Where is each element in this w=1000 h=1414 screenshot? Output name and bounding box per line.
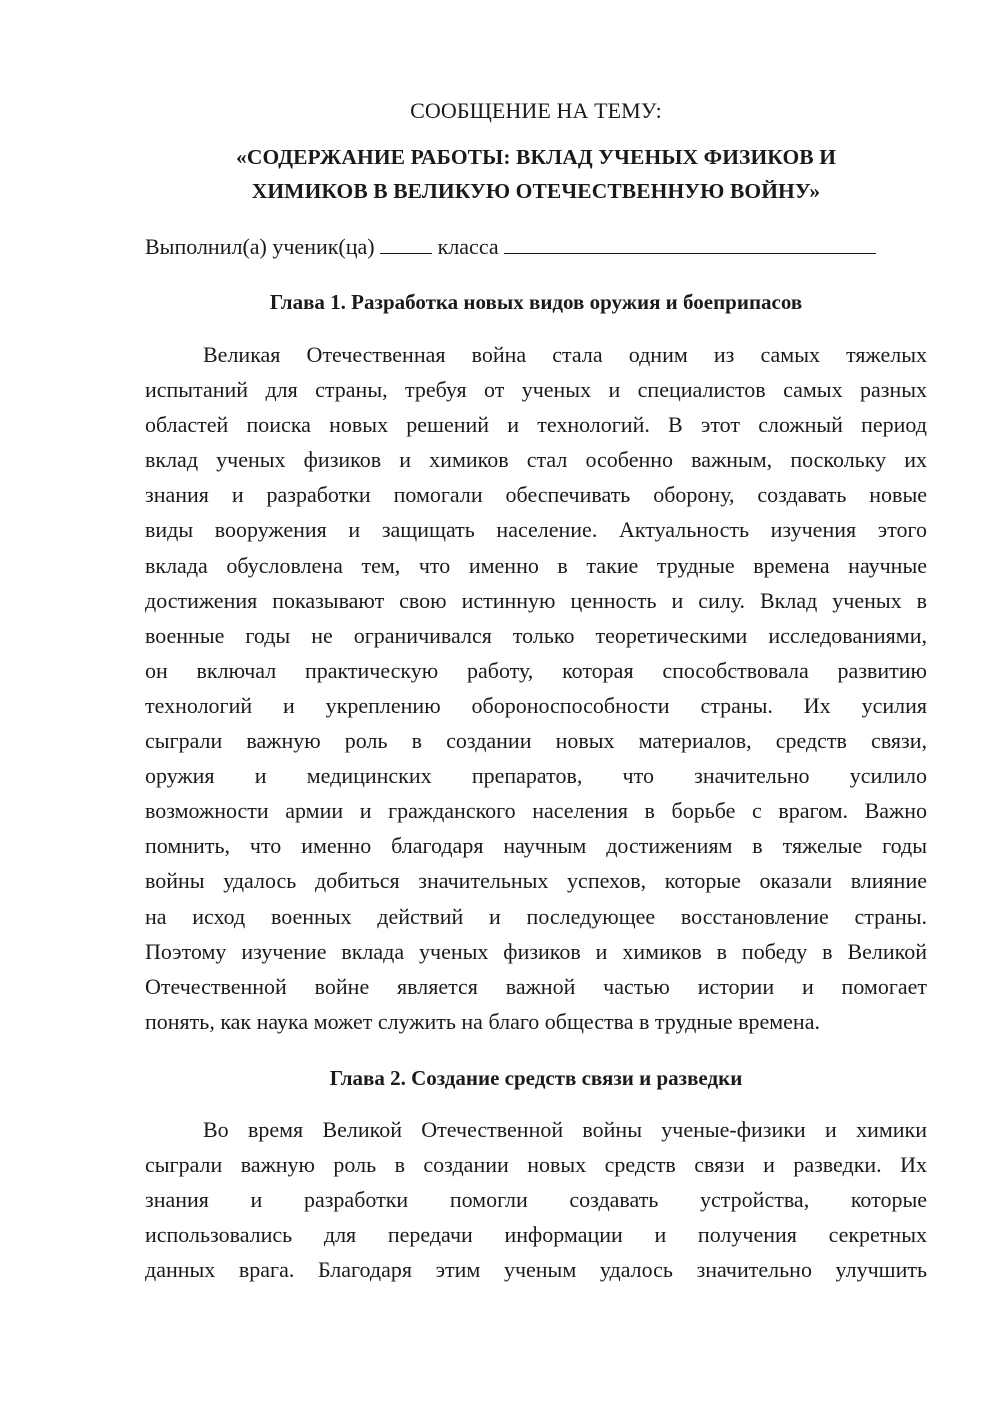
paragraph-line: достижения показывают свою истинную ценность и силу. Вклад ученых в [145, 587, 927, 613]
document-title-line-1: «СОДЕРЖАНИЕ РАБОТЫ: ВКЛАД УЧЕНЫХ ФИЗИКОВ И [235, 145, 837, 169]
paragraph-line: технологий и укреплению обороноспособности страны. Их усилия [145, 692, 927, 718]
paragraph-line: Во время Великой Отечественной войны ученые-физики и химики [203, 1117, 927, 1142]
author-line [145, 232, 935, 262]
paragraph-line: использовались для передачи информации и получения секретных [145, 1222, 927, 1248]
paragraph-line: войны удалось добиться значительных успехов, которые оказали влияние [145, 868, 927, 894]
paragraph-line: на исход военных действий и последующее восстановление страны. [145, 903, 927, 929]
paragraph-line: испытаний для страны, требуя от ученых и специалистов самых разных [145, 377, 927, 403]
paragraph-line: Отечественной войне является важной частью истории и помогает [145, 973, 927, 999]
paragraph-line: знания и разработки помогали обеспечивать оборону, создавать новые [145, 482, 927, 508]
performed-by-label: Выполнил(а) ученик(ца) [145, 234, 375, 259]
chapter-2-paragraph [145, 1112, 927, 1287]
paragraph-line: Поэтому изучение вклада ученых физиков и химиков в победу в Великой [145, 938, 927, 964]
paragraph-line: вклада обусловлена тем, что именно в такие трудные времена научные [145, 552, 927, 578]
document-title-line-2: ХИМИКОВ В ВЕЛИКУЮ ОТЕЧЕСТВЕННУЮ ВОЙНУ» [251, 179, 821, 203]
paragraph-line: понять, как наука может служить на благо общества в трудные времена. [145, 1008, 820, 1034]
student-name-blank [504, 235, 876, 254]
paragraph-line: возможности армии и гражданского населения в борьбе с врагом. Важно [145, 798, 927, 824]
chapter-1-heading: Глава 1. Разработка новых видов оружия и боеприпасов [269, 290, 803, 314]
paragraph-line: знания и разработки помогли создавать устройства, которые [145, 1187, 927, 1213]
paragraph-line: он включал практическую работу, которая способствовала развитию [145, 657, 927, 683]
paragraph-line: вклад ученых физиков и химиков стал особенно важным, поскольку их [145, 447, 927, 473]
paragraph-line: Великая Отечественная война стала одним из самых тяжелых [203, 342, 927, 367]
document-kicker: СООБЩЕНИЕ НА ТЕМУ: [410, 98, 662, 123]
paragraph-line: помнить, что именно благодаря научным достижениям в тяжелые годы [145, 833, 927, 859]
paragraph-line: оружия и медицинских препаратов, что значительно усилило [145, 763, 927, 789]
chapter-1-paragraph [145, 337, 927, 1039]
class-label: класса [437, 234, 499, 259]
paragraph-line: сыграли важную роль в создании новых материалов, средств связи, [145, 728, 927, 754]
paragraph-line: областей поиска новых решений и технологий. В этот сложный период [145, 412, 927, 438]
paragraph-line: военные годы не ограничивался только теоретическими исследованиями, [145, 622, 927, 648]
paragraph-line: сыграли важную роль в создании новых средств связи и разведки. Их [145, 1152, 927, 1178]
paragraph-line: данных врага. Благодаря этим ученым удалось значительно улучшить [145, 1257, 927, 1283]
class-number-blank [380, 235, 432, 254]
chapter-2-heading: Глава 2. Создание средств связи и разведки [329, 1066, 743, 1090]
paragraph-line: виды вооружения и защищать население. Актуальность изучения этого [145, 517, 927, 543]
